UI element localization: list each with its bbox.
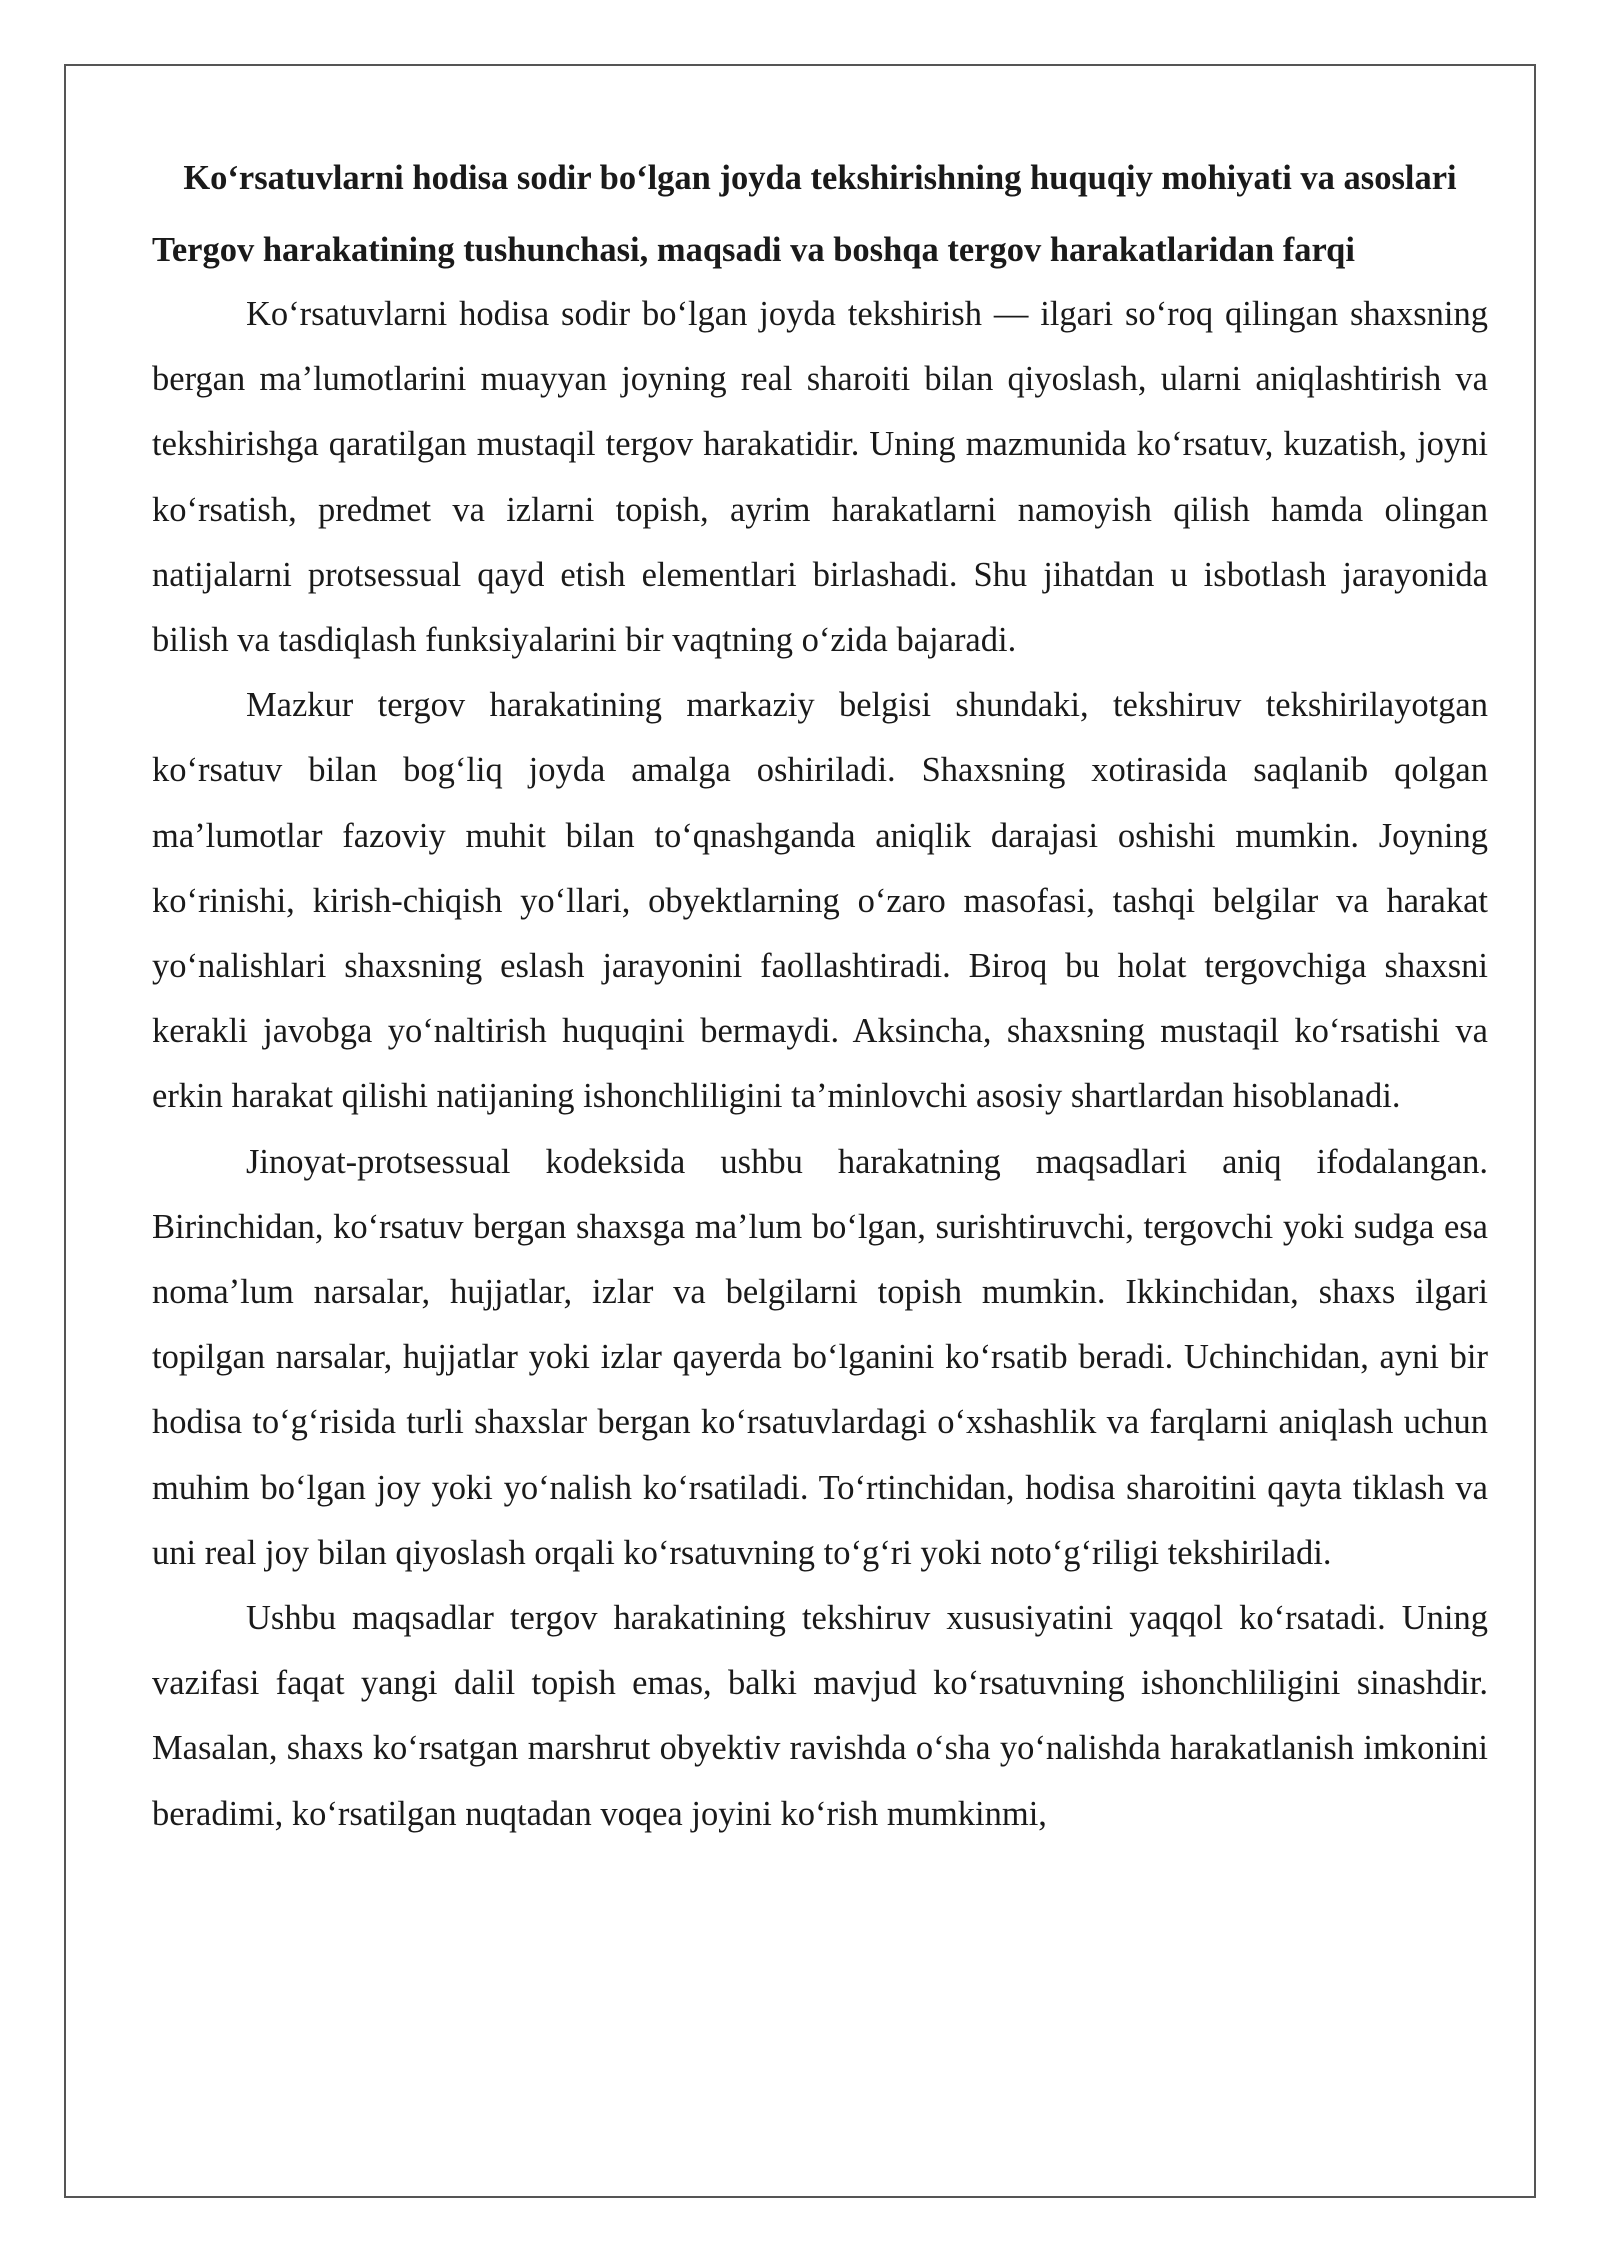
document-body — [152, 146, 1488, 1847]
document-title: Koʻrsatuvlarni hodisa sodir boʻlgan joyda tekshirishning huquqiy mohiyati va asoslari — [183, 159, 1457, 197]
paragraph-1: Koʻrsatuvlarni hodisa sodir boʻlgan joyda tekshirish — ilgari soʻroq qilingan shaxsning bergan maʼlumotlarini muayyan joyning real sharoiti bilan qiyoslash, ularni aniqlashtirish va tekshirishga qaratilgan mustaqil tergov harakatidir. Uning mazmunida koʻrsatuv, kuzatish, joyni koʻrsatish, predmet va izlarni topish, ayrim harakatlarni namoyish qilish hamda olingan natijalarni protsessual qayd etish elementlari birlashadi. Shu jihatdan u isbotlash jarayonida bilish va tasdiqlash funksiyalarini bir vaqtning oʻzida bajaradi. — [152, 295, 1488, 660]
paragraph-2: Mazkur tergov harakatining markaziy belgisi shundaki, tekshiruv tekshirilayotgan koʻrsatuv bilan bogʻliq joyda amalga oshiriladi. Shaxsning xotirasida saqlanib qolgan maʼlumotlar fazoviy muhit bilan toʻqnashganda aniqlik darajasi oshishi mumkin. Joyning koʻrinishi, kirish-chiqish yoʻllari, obyektlarning oʻzaro masofasi, tashqi belgilar va harakat yoʻnalishlari shaxsning eslash jarayonini faollashtiradi. Biroq bu holat tergovchiga shaxsni kerakli javobga yoʻnaltirish huquqini bermaydi. Aksincha, shaxsning mustaqil koʻrsatishi va erkin harakat qilishi natijaning ishonchliligini taʼminlovchi asosiy shartlardan hisoblanadi. — [152, 686, 1488, 1116]
section-heading: Tergov harakatining tushunchasi, maqsadi va boshqa tergov harakatlaridan farqi — [152, 231, 1355, 269]
paragraph-4: Ushbu maqsadlar tergov harakatining tekshiruv xususiyatini yaqqol koʻrsatadi. Uning vazifasi faqat yangi dalil topish emas, balki mavjud koʻrsatuvning ishonchliligini sinashdir. Masalan, shaxs koʻrsatgan marshrut obyektiv ravishda oʻsha yoʻnalishda harakatlanish imkonini beradimi, koʻrsatilgan nuqtadan voqea joyini koʻrish mumkinmi, — [152, 1599, 1488, 1833]
paragraph-3: Jinoyat-protsessual kodeksida ushbu harakatning maqsadlari aniq ifodalangan. Birinchidan, koʻrsatuv bergan shaxsga maʼlum boʻlgan, surishtiruvchi, tergovchi yoki sudga esa nomaʼlum narsalar, hujjatlar, izlar va belgilarni topish mumkin. Ikkinchidan, shaxs ilgari topilgan narsalar, hujjatlar yoki izlar qayerda boʻlganini koʻrsatib beradi. Uchinchidan, ayni bir hodisa toʻgʻrisida turli shaxslar bergan koʻrsatuvlardagi oʻxshashlik va farqlarni aniqlash uchun muhim boʻlgan joy yoki yoʻnalish koʻrsatiladi. Toʻrtinchidan, hodisa sharoitini qayta tiklash va uni real joy bilan qiyoslash orqali koʻrsatuvning toʻgʻri yoki notoʻgʻriligi tekshiriladi. — [152, 1142, 1488, 1572]
